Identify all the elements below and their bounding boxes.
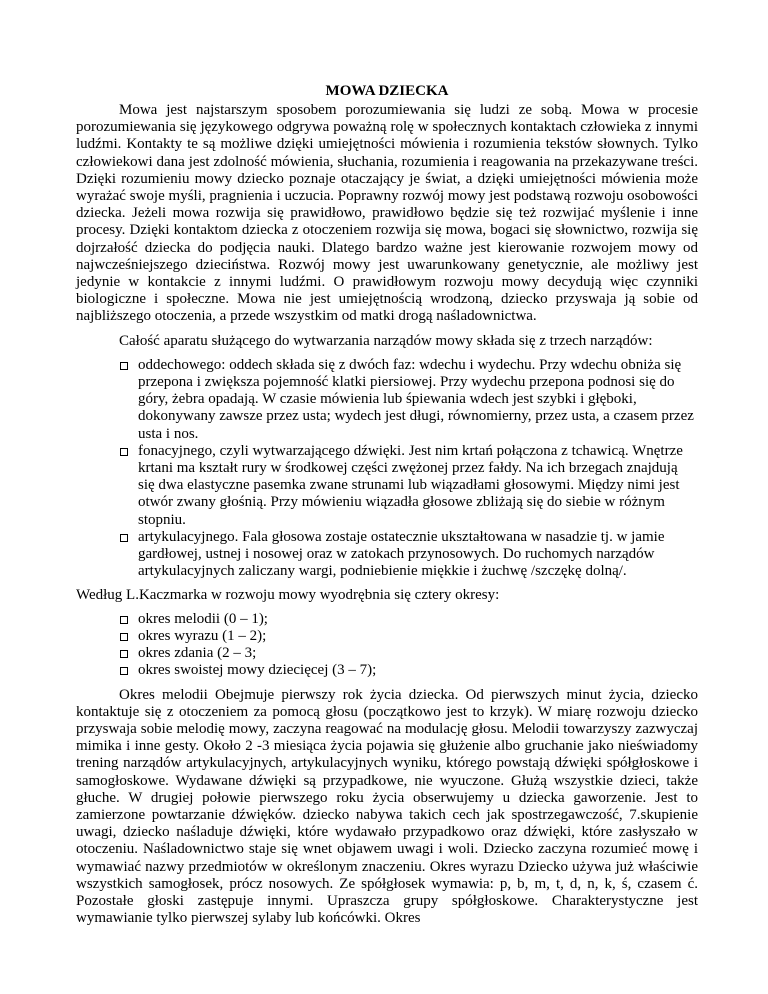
list-item bbox=[120, 662, 698, 679]
document-title: MOWA DZIECKA bbox=[325, 83, 449, 99]
period-text: okres wyrazu (1 – 2); bbox=[138, 627, 267, 644]
list-item bbox=[120, 611, 698, 628]
period-text: okres zdania (2 – 3; bbox=[138, 645, 257, 662]
period-text: okres swoistej mowy dziecięcej (3 – 7); bbox=[138, 662, 377, 679]
list-item bbox=[120, 529, 698, 581]
organ-text: fonacyjnego, czyli wytwarzającego dźwięki. Jest nim krtań połączona z tchawicą. Wnętrze krtani ma kształt rury w środkowej części zwężonej przez fałdy. Na ich brzegach znajdują się dwa elastyczne pasemka zwane strunami lub wiązadłami głosowymi. Między nimi jest otwór zwany głośnią. Przy mówieniu wiązadła głosowe zbliżają się do siebie w różnym stopniu. bbox=[138, 442, 683, 528]
organ-text: artykulacyjnego. Fala głosowa zostaje ostatecznie ukształtowana w nasadzie tj. w jamie gardłowej, ustnej i nosowej oraz w zatokach przynosowych. Do ruchomych narządów artykulacyjnych zaliczany wargi, podniebienie miękkie i żuchwę /szczękę dolną/. bbox=[138, 528, 665, 580]
organs-intro: Całość aparatu służącego do wytwarzania narządów mowy składa się z trzech narządów: bbox=[119, 332, 653, 349]
organ-text: oddechowego: oddech składa się z dwóch faz: wdechu i wydechu. Przy wdechu obniża się przepona i zwiększa pojemność klatki piersiowej. Przy wydechu przepona podnosi się do góry, żebra opadają. W czasie mówienia lub śpiewania wdech jest szybki i głęboki, dokonywany zawsze przez usta; wydech jest długi, równomierny, przez usta, a czasem przez usta i nos. bbox=[138, 356, 694, 442]
checkbox-bullet-icon bbox=[120, 362, 128, 370]
checkbox-bullet-icon bbox=[120, 633, 128, 641]
list-item bbox=[120, 628, 698, 645]
document-page bbox=[76, 82, 698, 927]
list-item bbox=[120, 645, 698, 662]
list-item bbox=[120, 443, 698, 529]
list-item bbox=[120, 357, 698, 443]
intro-paragraph: Mowa jest najstarszym sposobem porozumiewania się ludzi ze sobą. Mowa w procesie porozumiewania się językowego odgrywa poważną rolę w społecznych kontaktach człowieka z innymi ludźmi. Kontakty te są możliwe dzięki umiejętności mówienia i rozumienia tekstów słownych. Tylko człowiekowi dana jest zdolność mówienia, słuchania, rozumienia i reagowania na przekazywane treści. Dzięki rozumieniu mowy dziecko poznaje otaczający je świat, a dzięki umiejętności mówienia może wyrażać swoje myśli, pragnienia i uczucia. Poprawny rozwój mowy jest podstawą rozwoju osobowości dziecka. Jeżeli mowa rozwija się prawidłowo, prawidłowo będzie się też rozwijać myślenie i inne procesy. Dzięki kontaktom dziecka z otoczeniem rozwija się mowa, bogaci się słownictwo, rozwija się dojrzałość dziecka do podjęcia nauki. Dlatego bardzo ważne jest kierowanie rozwojem mowy od najwcześniejszego dzieciństwa. Rozwój mowy jest uwarunkowany genetycznie, ale możliwy jest jedynie w kontakcie z innymi ludźmi. O prawidłowym rozwoju mowy decydują więc czynniki biologiczne i społeczne. Mowa nie jest umiejętnością wrodzoną, dziecko przyswaja ją sobie od najbliższego otoczenia, a przede wszystkim od matki drogą naśladownictwa. bbox=[76, 102, 698, 325]
checkbox-bullet-icon bbox=[120, 448, 128, 456]
periods-intro: Według L.Kaczmarka w rozwoju mowy wyodrębnia się cztery okresy: bbox=[76, 587, 500, 604]
organs-list bbox=[76, 357, 698, 581]
checkbox-bullet-icon bbox=[120, 534, 128, 542]
melody-period-paragraph: Okres melodii Obejmuje pierwszy rok życia dziecka. Od pierwszych minut życia, dziecko kontaktuje się z otoczeniem za pomocą głosu (początkowo jest to krzyk). W miarę rozwoju dziecko przyswaja sobie melodię mowy, zaczyna reagować na modulację głosu. Melodii towarzyszy zazwyczaj mimika i inne gesty. Około 2 -3 miesiąca życia pojawia się głużenie albo gruchanie jako nieświadomy trening narządów artykulacyjnych, artykulacyjnych wyniku, którego powstają dźwięki spółgłoskowe i samogłoskowe. Wydawane dźwięki są przypadkowe, nie wyuczone. Głużą wszystkie dzieci, także głuche. W drugiej połowie pierwszego roku życia obserwujemy u dziecka gaworzenie. Jest to zamierzone powtarzanie dźwięków. dziecko nabywa takich cech jak spostrzegawczość, 7.skupienie uwagi, dziecko naśladuje dźwięki, które wydawało przypadkowo oraz dźwięki, które zasłyszało w otoczeniu. Naśladownictwo staje się wnet objawem uwagi i woli. Dziecko zaczyna rozumieć mowę i wymawiać nazwy przedmiotów w określonym znaczeniu. Okres wyrazu Dziecko używa już właściwie wszystkich samogłosek, prócz nosowych. Ze spółgłosek wymawia: p, b, m, t, d, n, k, ś, czasem ć. Pozostałe głoski zastępuje innymi. Upraszcza grupy spółgłoskowe. Charakterystyczne jest wymawianie tylko pierwszej sylaby lub końcówki. Okres bbox=[76, 686, 698, 927]
checkbox-bullet-icon bbox=[120, 616, 128, 624]
checkbox-bullet-icon bbox=[120, 667, 128, 675]
periods-list bbox=[76, 611, 698, 680]
checkbox-bullet-icon bbox=[120, 650, 128, 658]
period-text: okres melodii (0 – 1); bbox=[138, 610, 268, 627]
